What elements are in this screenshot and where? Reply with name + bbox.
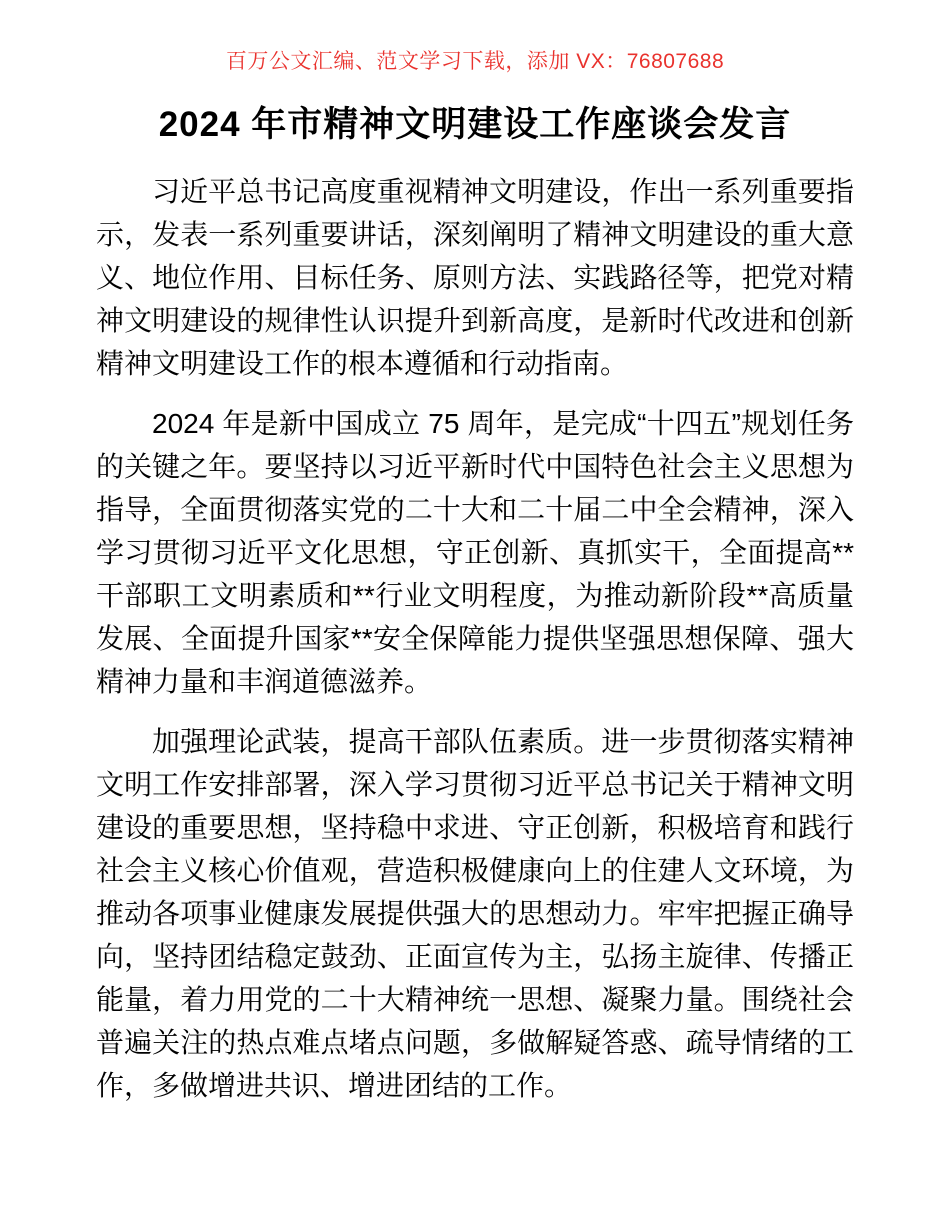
document-title: 2024 年市精神文明建设工作座谈会发言 bbox=[158, 105, 792, 144]
paragraph: 习近平总书记高度重视精神文明建设，作出一系列重要指示，发表一系列重要讲话，深刻阐明了精神文明建设的重大意义、地位作用、目标任务、原则方法、实践路径等，把党对精神文明建设的规律性认识提升到新高度，是新时代改进和创新精神文明建设工作的根本遵循和行动指南。 bbox=[96, 176, 854, 379]
paragraph: 2024 年是新中国成立 75 周年，是完成“十四五”规划任务的关键之年。要坚持以习近平新时代中国特色社会主义思想为指导，全面贯彻落实党的二十大和二十届二中全会精神，深入学习贯彻习近平文化思想，守正创新、真抓实干，全面提高**干部职工文明素质和**行业文明程度，为推动新阶段**高质量发展、全面提升国家**安全保障能力提供坚强思想保障、强大精神力量和丰润道德滋养。 bbox=[96, 408, 854, 697]
promo-banner: 百万公文汇编、范文学习下载，添加 VX：76807688 bbox=[225, 50, 725, 73]
document-body bbox=[96, 170, 854, 1107]
paragraph: 加强理论武装，提高干部队伍素质。进一步贯彻落实精神文明工作安排部署，深入学习贯彻习近平总书记关于精神文明建设的重要思想，坚持稳中求进、守正创新，积极培育和践行社会主义核心价值观，营造积极健康向上的住建人文环境，为推动各项事业健康发展提供强大的思想动力。牢牢把握正确导向，坚持团结稳定鼓劲、正面宣传为主，弘扬主旋律、传播正能量，着力用党的二十大精神统一思想、凝聚力量。围绕社会普遍关注的热点难点堵点问题，多做解疑答惑、疏导情绪的工作，多做增进共识、增进团结的工作。 bbox=[96, 726, 854, 1101]
